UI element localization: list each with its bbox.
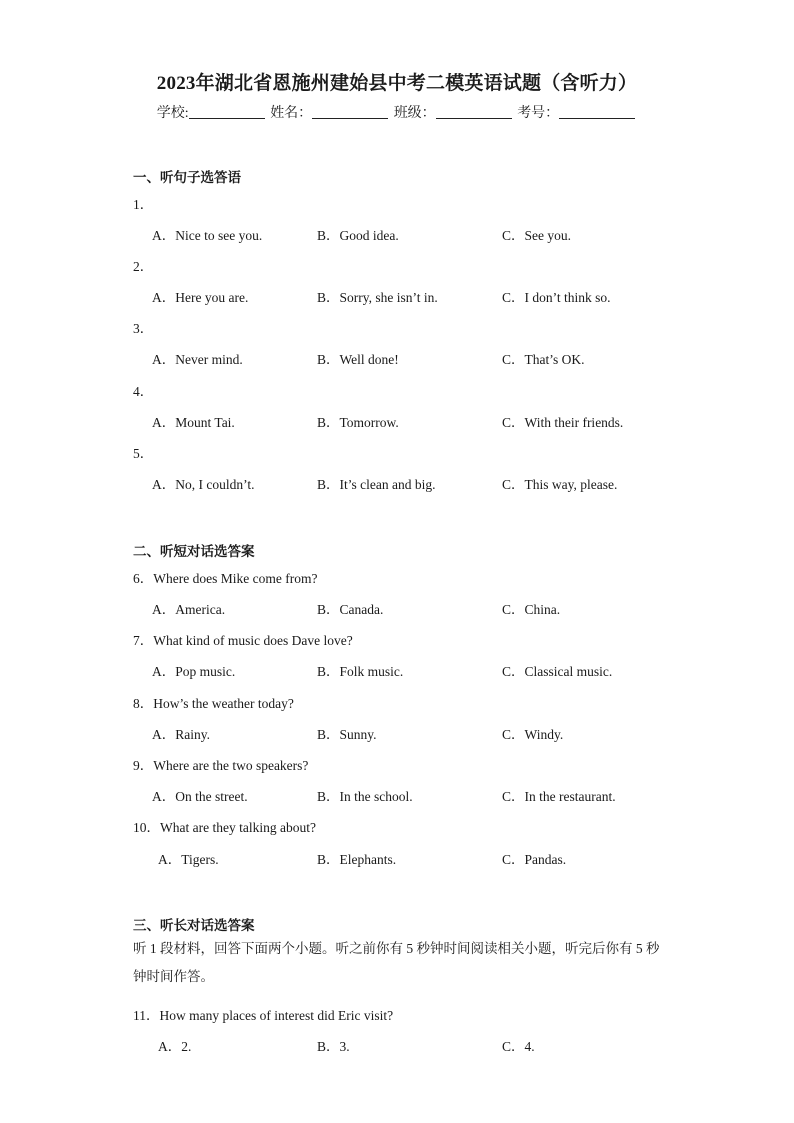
question-number: 2．	[133, 259, 154, 274]
option-3a[interactable]: A．Never mind.	[152, 352, 243, 367]
document-title: 2023年湖北省恩施州建始县中考二模英语试题（含听力）	[156, 73, 638, 94]
question-6	[133, 567, 317, 587]
question-number: 1．	[133, 197, 154, 212]
option-9a[interactable]: A．On the street.	[152, 789, 248, 804]
option-5c[interactable]: C．This way, please.	[502, 477, 618, 492]
question-10	[133, 816, 316, 836]
question-text: What kind of music does Dave love?	[153, 633, 353, 648]
question-7	[133, 629, 353, 649]
question-1	[133, 193, 153, 213]
option-8c[interactable]: C．Windy.	[502, 727, 564, 742]
option-3c[interactable]: C．That’s OK.	[502, 352, 585, 367]
question-number: 11．	[133, 1008, 160, 1023]
question-11	[133, 1004, 393, 1024]
option-4b[interactable]: B．Tomorrow.	[317, 415, 399, 430]
class-blank[interactable]	[436, 104, 512, 119]
school-blank[interactable]	[189, 104, 265, 119]
option-6a[interactable]: A．America.	[152, 602, 226, 617]
question-number: 9．	[133, 758, 154, 773]
school-label: 学校:	[156, 106, 189, 121]
option-1a[interactable]: A．Nice to see you.	[152, 228, 263, 243]
question-number: 8．	[133, 696, 154, 711]
option-11a[interactable]: A．2.	[158, 1039, 192, 1054]
section-3-instruction: 听 1 段材料，回答下面两个小题。听之前你有 5 秒钟时间阅读相关小题，听完后你有 5 秒钟时间作答。	[133, 941, 660, 984]
question-text: What are they talking about?	[160, 820, 316, 835]
option-8a[interactable]: A．Rainy.	[152, 727, 210, 742]
option-9b[interactable]: B．In the school.	[317, 789, 413, 804]
name-label: 姓名：	[270, 106, 313, 121]
option-1c[interactable]: C．See you.	[502, 228, 571, 243]
option-7c[interactable]: C．Classical music.	[502, 664, 613, 679]
option-7b[interactable]: B．Folk music.	[317, 664, 404, 679]
question-9	[133, 754, 308, 774]
option-2b[interactable]: B．Sorry, she isn’t in.	[317, 290, 438, 305]
question-3	[133, 317, 153, 337]
exam-number-label: 考号：	[517, 106, 560, 121]
option-9c[interactable]: C．In the restaurant.	[502, 789, 616, 804]
option-11c[interactable]: C．4.	[502, 1039, 535, 1054]
question-2	[133, 255, 153, 275]
question-8	[133, 692, 294, 712]
option-8b[interactable]: B．Sunny.	[317, 727, 377, 742]
question-number: 7．	[133, 633, 154, 648]
option-6c[interactable]: C．China.	[502, 602, 561, 617]
question-number: 5．	[133, 446, 154, 461]
option-2c[interactable]: C．I don’t think so.	[502, 290, 611, 305]
question-number: 4．	[133, 384, 154, 399]
student-info-line	[0, 102, 794, 122]
section-heading-3: 三、听长对话选答案	[133, 918, 255, 933]
question-4	[133, 380, 153, 400]
section-heading-1: 一、听句子选答语	[133, 170, 241, 185]
option-1b[interactable]: B．Good idea.	[317, 228, 399, 243]
option-5b[interactable]: B．It’s clean and big.	[317, 477, 436, 492]
option-11b[interactable]: B．3.	[317, 1039, 350, 1054]
option-2a[interactable]: A．Here you are.	[152, 290, 249, 305]
exam-number-blank[interactable]	[559, 104, 635, 119]
option-10c[interactable]: C．Pandas.	[502, 852, 567, 867]
section-heading-2: 二、听短对话选答案	[133, 544, 255, 559]
option-7a[interactable]: A．Pop music.	[152, 664, 236, 679]
option-4a[interactable]: A．Mount Tai.	[152, 415, 235, 430]
question-number: 3．	[133, 321, 154, 336]
question-5	[133, 442, 153, 462]
option-10b[interactable]: B．Elephants.	[317, 852, 397, 867]
option-10a[interactable]: A．Tigers.	[158, 852, 219, 867]
question-text: How many places of interest did Eric visit?	[159, 1008, 394, 1023]
question-text: Where does Mike come from?	[153, 571, 318, 586]
option-4c[interactable]: C．With their friends.	[502, 415, 624, 430]
option-5a[interactable]: A．No, I couldn’t.	[152, 477, 255, 492]
question-number: 6．	[133, 571, 154, 586]
class-label: 班级：	[393, 106, 436, 121]
question-text: Where are the two speakers?	[153, 758, 309, 773]
option-3b[interactable]: B．Well done!	[317, 352, 399, 367]
question-text: How’s the weather today?	[153, 696, 294, 711]
name-blank[interactable]	[312, 104, 388, 119]
question-number: 10．	[133, 820, 160, 835]
option-6b[interactable]: B．Canada.	[317, 602, 384, 617]
